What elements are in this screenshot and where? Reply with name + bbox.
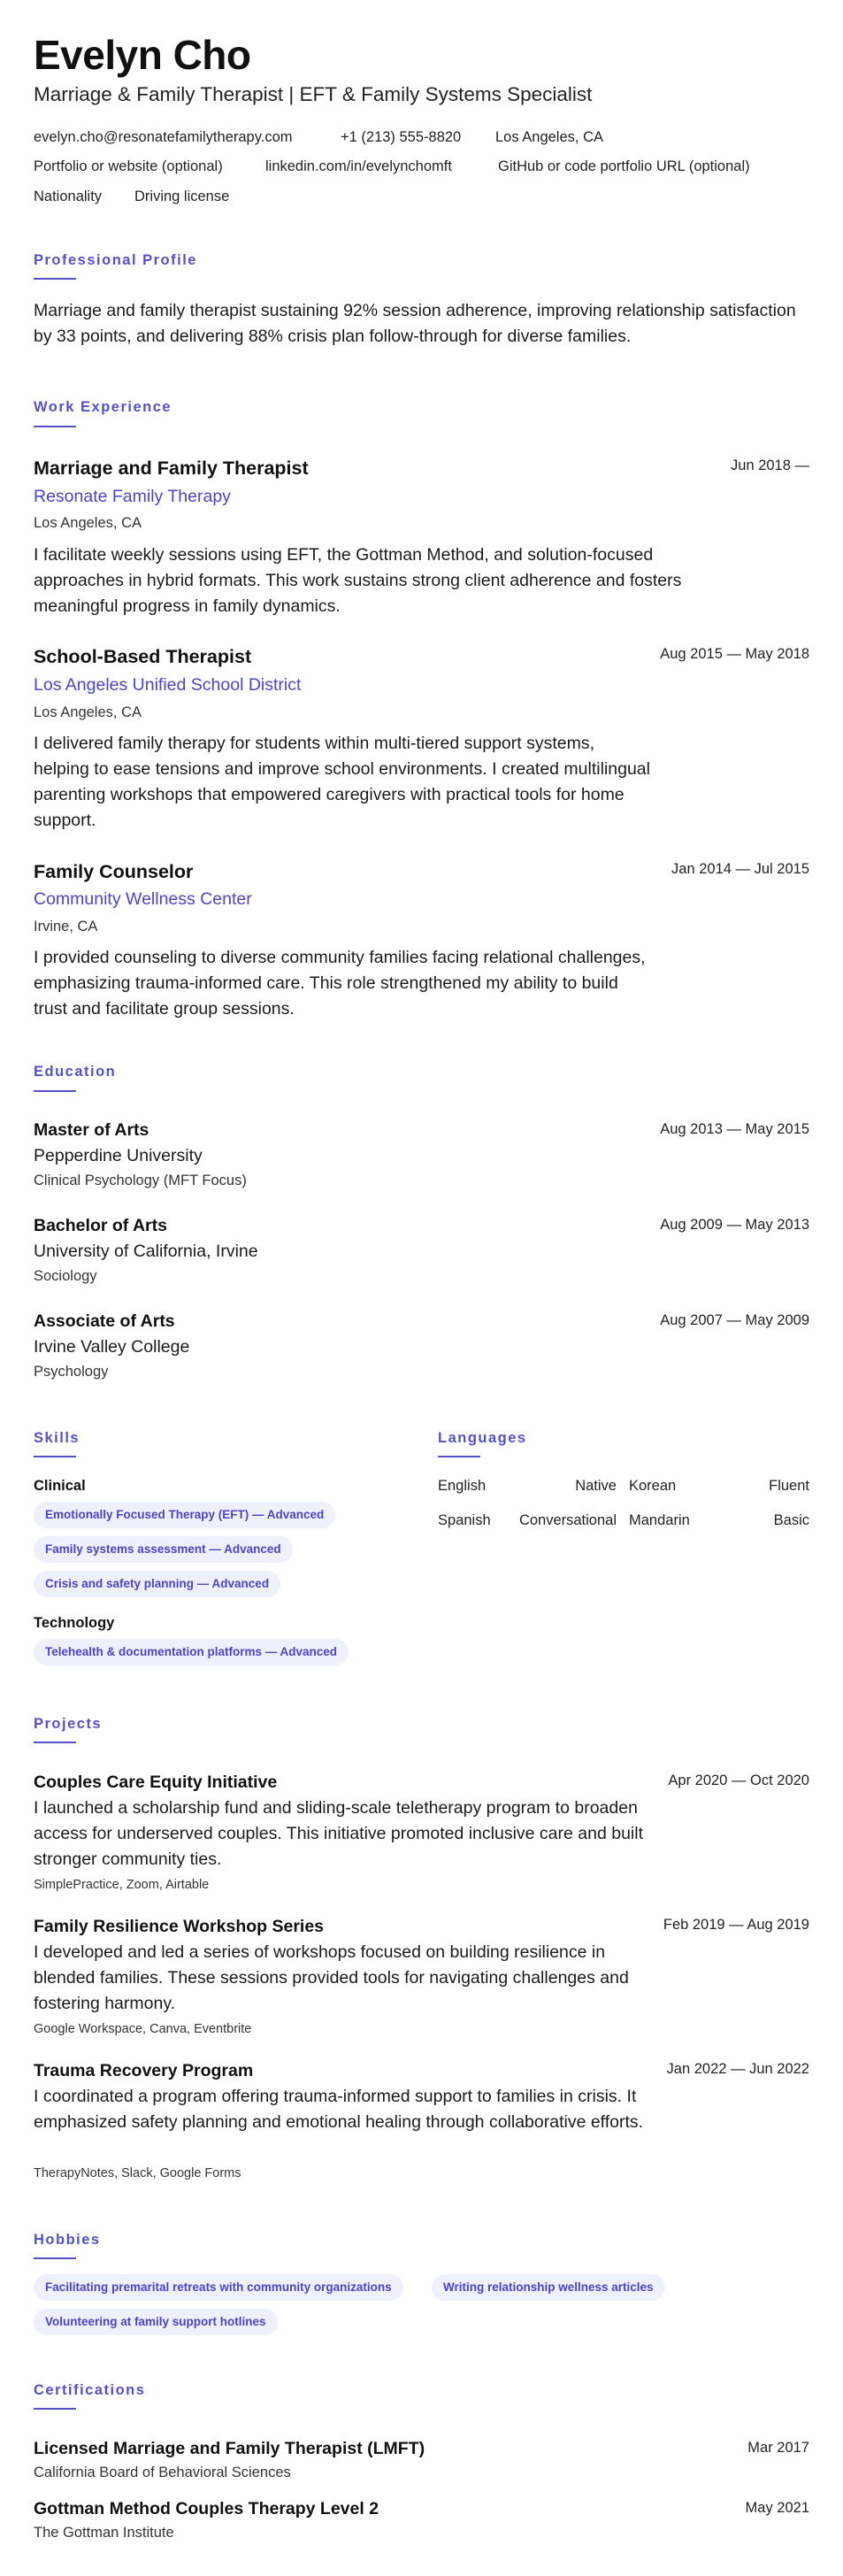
project-dates: Jan 2022 — Jun 2022 (666, 2061, 809, 2077)
project-dates: Feb 2019 — Aug 2019 (663, 1917, 809, 1933)
contact-github[interactable]: GitHub or code portfolio URL (optional) (498, 158, 750, 174)
edu-degree: Bachelor of Arts (34, 1216, 167, 1235)
job-description: I provided counseling to diverse community families facing relational challenges, emphasizing trauma-informed care. This role strengthened my ability to build trust and facilitate group sessions. (34, 948, 646, 1019)
language-level: Fluent (769, 1478, 809, 1494)
project-tools: Google Workspace, Canva, Eventbrite (34, 2022, 252, 2036)
project-title: Trauma Recovery Program (34, 2061, 254, 2080)
cert-date: Mar 2017 (747, 2440, 809, 2456)
job-description: I delivered family therapy for students within multi-tiered support systems, helping to ease tensions and improve school environments. I created multilingual parenting workshops that empowered caregivers with practical tools for home support. (34, 734, 650, 830)
cert-title: Gottman Method Couples Therapy Level 2 (34, 2499, 379, 2518)
skill-chip: Family systems assessment — Advanced (34, 1536, 293, 1563)
project-description: I coordinated a program offering trauma-informed support to families in crisis. It emphasized safety planning and emotional healing through collaborative efforts. (34, 2087, 644, 2132)
edu-dates: Aug 2009 — May 2013 (660, 1217, 809, 1233)
edu-dates: Aug 2013 — May 2015 (660, 1121, 809, 1137)
languages-heading: Languages (438, 1430, 527, 1446)
language-name: Mandarin (629, 1512, 690, 1528)
job-location: Los Angeles, CA (34, 515, 142, 531)
edu-school: University of California, Irvine (34, 1242, 258, 1261)
contact-phone[interactable]: +1 (213) 555-8820 (341, 129, 462, 145)
hobbies-heading-rule (34, 2257, 76, 2259)
skill-chip: Crisis and safety planning — Advanced (34, 1571, 280, 1597)
job-company: Resonate Family Therapy (34, 487, 231, 506)
contact-nationality: Nationality (34, 188, 103, 204)
edu-degree: Master of Arts (34, 1120, 149, 1140)
job-location: Los Angeles, CA (34, 704, 142, 720)
edu-school: Pepperdine University (34, 1146, 203, 1165)
project-tools: TherapyNotes, Slack, Google Forms (34, 2166, 241, 2180)
hobbies-heading: Hobbies (34, 2232, 101, 2248)
job-dates: Jan 2014 — Jul 2015 (671, 861, 809, 877)
cert-issuer: California Board of Behavioral Sciences (34, 2465, 291, 2480)
job-title: School-Based Therapist (34, 646, 252, 667)
profile-heading: Professional Profile (34, 252, 197, 268)
project-dates: Apr 2020 — Oct 2020 (668, 1772, 809, 1788)
hobby-chip: Facilitating premarital retreats with community organizations (34, 2274, 403, 2301)
job-company: Los Angeles Unified School District (34, 675, 302, 695)
edu-degree: Associate of Arts (34, 1311, 175, 1331)
job-description: I facilitate weekly sessions using EFT, the Gottman Method, and solution-focused approaches in hybrid formats. This work sustains strong client adherence and fosters meaningful progress in family dynamics. (34, 545, 682, 616)
projects-heading-rule (34, 1742, 76, 1743)
job-company: Community Wellness Center (34, 889, 252, 909)
education-heading: Education (34, 1064, 117, 1080)
project-description: I launched a scholarship fund and sliding-scale teletherapy program to broaden access for underserved couples. This initiative promoted inclusive care and built stronger community ties. (34, 1798, 643, 1869)
certifications-heading-rule (34, 2408, 76, 2410)
skills-heading: Skills (34, 1430, 80, 1446)
project-tools: SimplePractice, Zoom, Airtable (34, 1878, 210, 1892)
profile-heading-rule (34, 278, 76, 280)
skill-category: Clinical (34, 1478, 86, 1494)
skill-category: Technology (34, 1615, 115, 1631)
language-name: English (438, 1478, 487, 1494)
job-dates: Jun 2018 — (731, 458, 809, 473)
job-location: Irvine, CA (34, 919, 98, 934)
edu-dates: Aug 2007 — May 2009 (660, 1312, 809, 1328)
edu-field: Sociology (34, 1268, 97, 1284)
candidate-title: Marriage & Family Therapist | EFT & Family Systems Specialist (34, 83, 593, 105)
project-title: Couples Care Equity Initiative (34, 1772, 278, 1792)
contact-email[interactable]: evelyn.cho@resonatefamilytherapy.com (34, 129, 293, 145)
skills-heading-rule (34, 1456, 76, 1457)
project-title: Family Resilience Workshop Series (34, 1917, 325, 1936)
contact-linkedin[interactable]: linkedin.com/in/evelynchomft (265, 158, 452, 174)
profile-summary: Marriage and family therapist sustaining 92% session adherence, improving relationship satisfaction by 33 points, and delivering 88% crisis plan follow-through for diverse families. (34, 301, 796, 346)
contact-driving-license: Driving license (134, 188, 230, 204)
language-level: Native (575, 1478, 617, 1494)
languages-heading-rule (438, 1456, 480, 1457)
language-name: Korean (629, 1478, 677, 1494)
hobby-chip: Writing relationship wellness articles (432, 2274, 665, 2301)
edu-field: Psychology (34, 1364, 109, 1380)
certifications-heading: Certifications (34, 2382, 146, 2398)
skill-chip: Emotionally Focused Therapy (EFT) — Advanced (34, 1502, 335, 1528)
skill-chip: Telehealth & documentation platforms — Advanced (34, 1639, 349, 1665)
language-name: Spanish (438, 1512, 491, 1528)
projects-heading: Projects (34, 1716, 103, 1732)
project-description: I developed and led a series of workshops focused on building resilience in blended families. These sessions provided tools for navigating challenges and fostering harmony. (34, 1942, 629, 2013)
cert-date: May 2021 (745, 2500, 809, 2516)
hobby-chip: Volunteering at family support hotlines (34, 2309, 278, 2335)
edu-field: Clinical Psychology (MFT Focus) (34, 1173, 247, 1188)
candidate-name: Evelyn Cho (34, 32, 251, 78)
experience-heading-rule (34, 426, 76, 427)
cert-title: Licensed Marriage and Family Therapist (LMFT) (34, 2439, 425, 2458)
job-dates: Aug 2015 — May 2018 (660, 646, 809, 662)
cert-issuer: The Gottman Institute (34, 2525, 174, 2541)
contact-portfolio[interactable]: Portfolio or website (optional) (34, 158, 223, 174)
language-level: Basic (773, 1512, 809, 1528)
experience-heading: Work Experience (34, 399, 172, 415)
contact-location: Los Angeles, CA (495, 129, 603, 145)
edu-school: Irvine Valley College (34, 1337, 190, 1357)
education-heading-rule (34, 1090, 76, 1092)
job-title: Family Counselor (34, 861, 194, 882)
language-level: Conversational (518, 1512, 617, 1528)
job-title: Marriage and Family Therapist (34, 458, 309, 479)
